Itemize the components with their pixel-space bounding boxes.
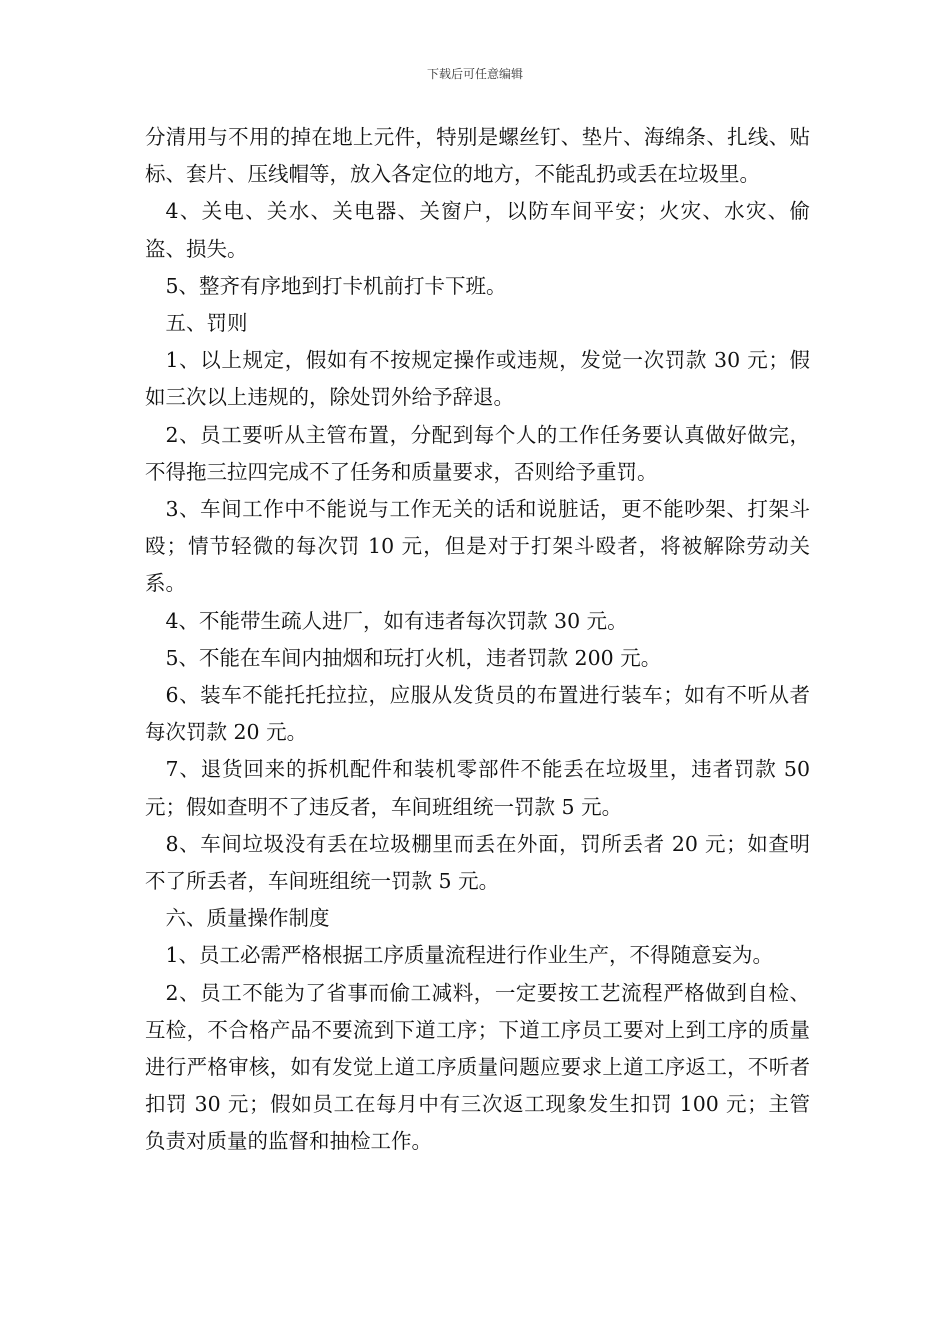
paragraph: 1、以上规定，假如有不按规定操作或违规，发觉一次罚款 30 元；假如三次以上违规的，除处罚外给予辞退。 bbox=[145, 348, 810, 410]
paragraph: 4、关电、关水、关电器、关窗户，以防车间平安；火灾、水灾、偷盗、损失。 bbox=[145, 199, 810, 261]
paragraph: 8、车间垃圾没有丢在垃圾棚里而丢在外面，罚所丢者 20 元；如查明不了所丢者，车间班组统一罚款 5 元。 bbox=[145, 831, 810, 894]
paragraph: 5、不能在车间内抽烟和玩打火机，违者罚款 200 元。 bbox=[165, 645, 662, 670]
section-heading: 六、质量操作制度 bbox=[165, 906, 330, 931]
document-body bbox=[145, 119, 810, 1161]
paragraph: 3、车间工作中不能说与工作无关的话和说脏话，更不能吵架、打架斗殴；情节轻微的每次罚 10 元，但是对于打架斗殴者，将被解除劳动关系。 bbox=[145, 497, 810, 596]
paragraph: 4、不能带生疏人进厂，如有违者每次罚款 30 元。 bbox=[165, 608, 628, 633]
paragraph: 分清用与不用的掉在地上元件，特别是螺丝钉、垫片、海绵条、扎线、贴标、套片、压线帽等，放入各定位的地方，不能乱扔或丢在垃圾里。 bbox=[145, 125, 810, 187]
paragraph: 6、装车不能托托拉拉，应服从发货员的布置进行装车；如有不听从者每次罚款 20 元。 bbox=[145, 683, 810, 745]
paragraph: 1、员工必需严格根据工序质量流程进行作业生产，不得随意妄为。 bbox=[165, 943, 774, 968]
paragraph: 2、员工要听从主管布置，分配到每个人的工作任务要认真做好做完，不得拖三拉四完成不了任务和质量要求，否则给予重罚。 bbox=[145, 422, 810, 484]
page-header: 下载后可任意编辑 bbox=[426, 67, 523, 81]
paragraph: 2、员工不能为了省事而偷工减料，一定要按工艺流程严格做到自检、互检，不合格产品不要流到下道工序；下道工序员工要对上到工序的质量进行严格审核，如有发觉上道工序质量问题应要求上道工序返工，不听者扣罚 30 元；假如员工在每月中有三次返工现象发生扣罚 100 元；主管负责对质量的监督和抽检工作。 bbox=[145, 980, 810, 1154]
paragraph: 5、整齐有序地到打卡机前打卡下班。 bbox=[165, 273, 507, 298]
section-heading: 五、罚则 bbox=[165, 311, 248, 336]
paragraph: 7、退货回来的拆机配件和装机零部件不能丢在垃圾里，违者罚款 50 元；假如查明不了违反者，车间班组统一罚款 5 元。 bbox=[145, 757, 810, 819]
